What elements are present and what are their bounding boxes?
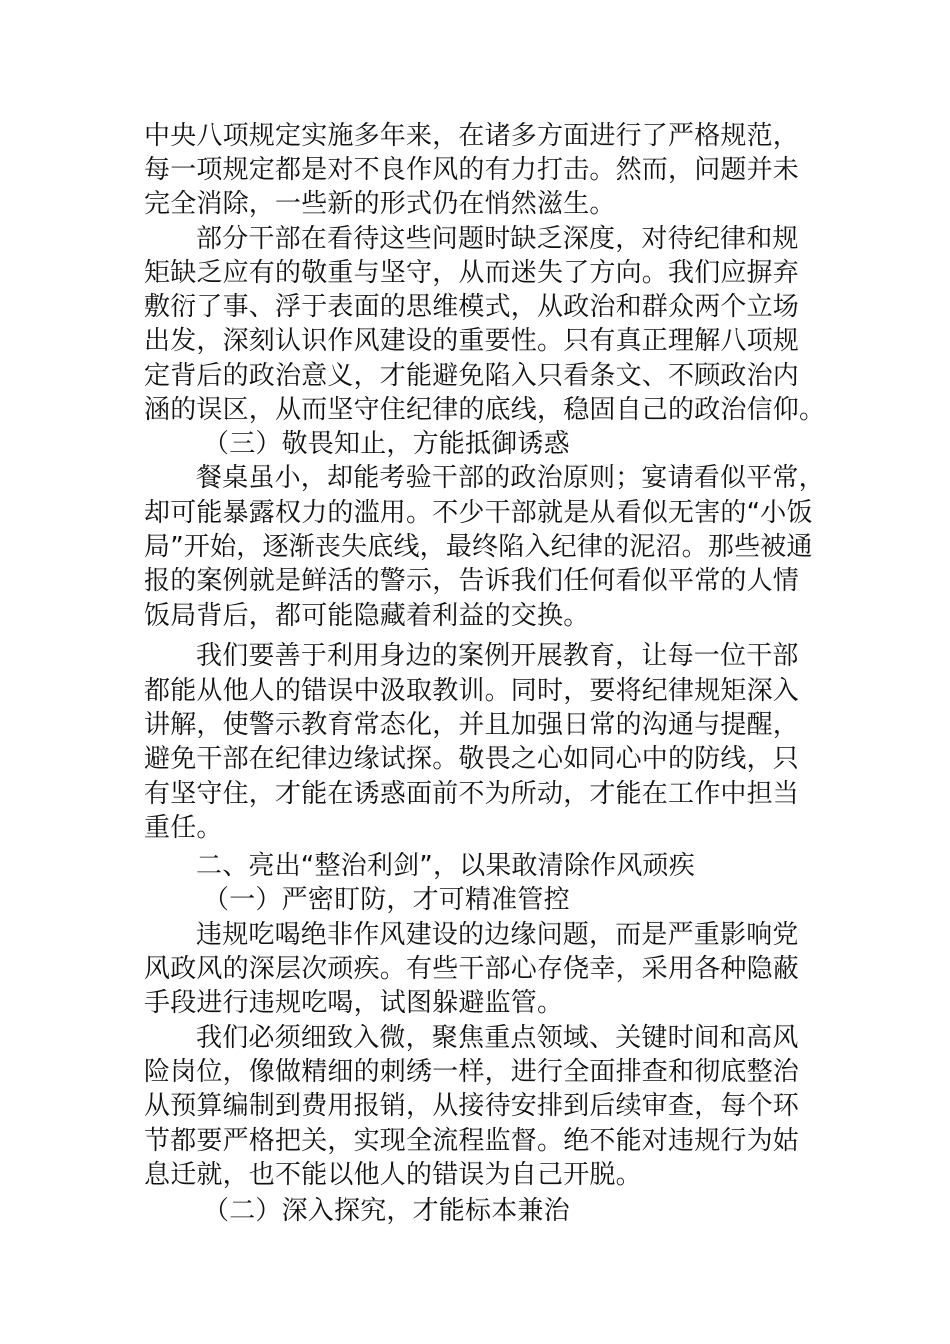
paragraph-line: 报的案例就是鲜活的警示，告诉我们任何看似平常的人情 [144,566,800,596]
section-heading: 二、亮出“整治利剑”，以果敢清除作风顽疾 [196,851,695,881]
paragraph-line: 从预算编制到费用报销，从接待安排到后续审查，每个环 [144,1091,800,1121]
paragraph-line: 都能从他人的错误中汲取教训。同时，要将纪律规矩深入 [144,676,800,706]
paragraph-line: 讲解，使警示教育常态化，并且加强日常的沟通与提醒， [144,710,800,740]
paragraph-line: 我们必须细致入微，聚焦重点领域、关键时间和高风 [196,1023,799,1053]
subsection-heading: （一）严密盯防，才可精准管控 [203,885,570,915]
paragraph-line: 局”开始，逐渐丧失底线，最终陷入纪律的泥沼。那些被通 [144,532,813,562]
paragraph-line: 敷衍了事、浮于表面的思维模式，从政治和群众两个立场 [144,292,800,322]
paragraph-line: 涵的误区，从而坚守住纪律的底线，稳固自己的政治信仰。 [144,395,826,425]
paragraph-line: 避免干部在纪律边缘试探。敬畏之心如同心中的防线，只 [144,744,800,774]
paragraph-line: 手段进行违规吃喝，试图躲避监管。 [144,988,564,1018]
paragraph-line: 餐桌虽小，却能考验干部的政治原则；宴请看似平常， [196,463,825,493]
paragraph-line: 部分干部在看待这些问题时缺乏深度，对待纪律和规 [196,224,799,254]
paragraph-line: 矩缺乏应有的敬重与坚守，从而迷失了方向。我们应摒弃 [144,258,800,288]
paragraph-line: 我们要善于利用身边的案例开展教育，让每一位干部 [196,641,799,671]
paragraph-line: 饭局背后，都可能隐藏着利益的交换。 [144,601,590,631]
paragraph-line: 重任。 [144,813,223,843]
subsection-heading: （二）深入探究，才能标本兼治 [203,1196,570,1226]
paragraph-line: 风政风的深层次顽疾。有些干部心存侥幸，采用各种隐蔽 [144,954,800,984]
paragraph-line: 息迁就，也不能以他人的错误为自己开脱。 [144,1160,642,1190]
paragraph-line: 险岗位，像做精细的刺绣一样，进行全面排查和彻底整治 [144,1057,800,1087]
paragraph-line: 每一项规定都是对不良作风的有力打击。然而，问题并未 [144,155,800,185]
paragraph-line: 定背后的政治意义，才能避免陷入只看条文、不顾政治内 [144,361,800,391]
paragraph-line: 违规吃喝绝非作风建设的边缘问题，而是严重影响党 [196,920,799,950]
paragraph-line: 节都要严格把关，实现全流程监督。绝不能对违规行为姑 [144,1126,800,1156]
paragraph-line: 出发，深刻认识作风建设的重要性。只有真正理解八项规 [144,326,800,356]
paragraph-line: 却可能暴露权力的滥用。不少干部就是从看似无害的“小饭 [144,498,813,528]
subsection-heading: （三）敬畏知止，方能抵御诱惑 [203,429,570,459]
paragraph-line: 中央八项规定实施多年来，在诸多方面进行了严格规范， [144,121,800,151]
paragraph-line: 完全消除，一些新的形式仍在悄然滋生。 [144,189,616,219]
paragraph-line: 有坚守住，才能在诱惑面前不为所动，才能在工作中担当 [144,779,800,809]
